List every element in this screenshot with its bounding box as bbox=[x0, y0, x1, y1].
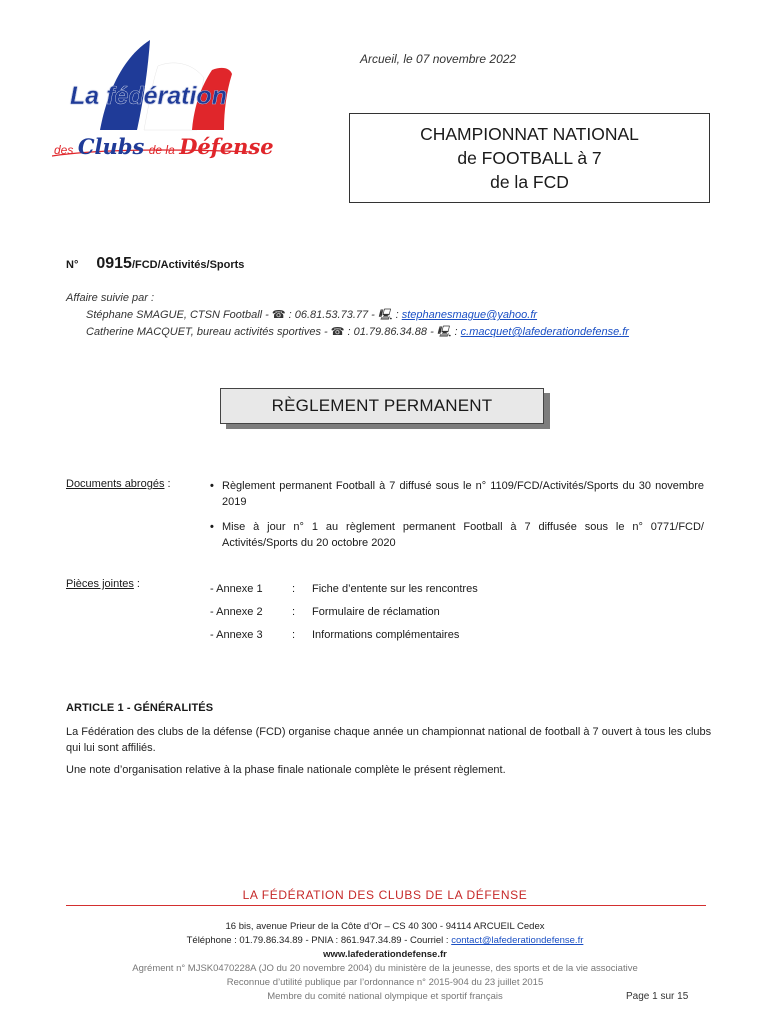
title-line-3: de la FCD bbox=[490, 172, 569, 192]
logo-de-la: de la bbox=[148, 143, 175, 157]
contact1-email-link[interactable]: stephanesmague@yahoo.fr bbox=[401, 309, 538, 321]
documents-abroges-list bbox=[210, 478, 704, 560]
list-item bbox=[210, 600, 478, 623]
title-box bbox=[349, 113, 710, 203]
annexe-description: Informations complémentaires bbox=[312, 628, 460, 641]
annexe-separator: : bbox=[292, 582, 296, 595]
article-1-body bbox=[66, 724, 714, 784]
federation-logo bbox=[52, 38, 274, 168]
pieces-jointes-text: Pièces jointes bbox=[66, 578, 134, 590]
logo-line1: La fédération bbox=[70, 82, 227, 110]
list-item bbox=[210, 478, 704, 510]
footer-email-link[interactable]: contact@lafederationdefense.fr bbox=[451, 935, 584, 946]
footer-membre: Membre du comité national olympique et sportif français bbox=[267, 991, 503, 1002]
contact-smague bbox=[66, 307, 629, 324]
page-number: Page 1 sur 15 bbox=[626, 991, 689, 1002]
document-date: Arcueil, le 07 novembre 2022 bbox=[360, 52, 517, 66]
annexe-separator: : bbox=[292, 628, 296, 641]
footer-phone: Téléphone : 01.79.86.34.89 - PNIA : 861.947.34.89 - Courriel : bbox=[186, 935, 452, 946]
reference-prefix: N° bbox=[66, 259, 79, 271]
document-reference bbox=[66, 255, 244, 273]
footer-contact bbox=[0, 934, 770, 948]
contact1-text: Stéphane SMAGUE, CTSN Football - ☎ : 06.81.53.73.77 - 🖳 : bbox=[86, 309, 402, 321]
reference-number: 0915 bbox=[96, 255, 132, 272]
annexe-description: Fiche d’entente sur les rencontres bbox=[312, 582, 478, 595]
annexe-separator: : bbox=[292, 605, 296, 618]
bullet-icon: • bbox=[210, 480, 214, 492]
abrogated-doc-2: Mise à jour n° 1 au règlement permanent Football à 7 diffusée sous le n° 0771/FCD/ Activités/Sports du 20 octobre 2020 bbox=[222, 521, 704, 549]
followed-by-label: Affaire suivie par : bbox=[66, 292, 155, 304]
annexe-label: - Annexe 2 bbox=[210, 605, 263, 618]
article-1-title: ARTICLE 1 - GÉNÉRALITÉS bbox=[66, 702, 214, 714]
footer-divider bbox=[66, 905, 706, 906]
list-item bbox=[210, 519, 704, 551]
logo-defense: Défense bbox=[179, 134, 274, 159]
documents-abroges-label bbox=[66, 478, 171, 490]
contact-macquet bbox=[66, 324, 629, 341]
pieces-jointes-list bbox=[210, 577, 478, 646]
footer-address: 16 bis, avenue Prieur de la Côte d’Or – CS 40 300 - 94114 ARCUEIL Cedex bbox=[225, 921, 545, 932]
abrogated-doc-1: Règlement permanent Football à 7 diffusé sous le n° 1109/FCD/Activités/Sports du 30 novembre 2019 bbox=[222, 480, 704, 508]
annexe-label: - Annexe 1 bbox=[210, 582, 263, 595]
pieces-jointes-label bbox=[66, 578, 140, 590]
footer-title: LA FÉDÉRATION DES CLUBS DE LA DÉFENSE bbox=[242, 888, 528, 902]
article-1-paragraph-2: Une note d’organisation relative à la phase finale nationale complète le présent règlement. bbox=[66, 764, 506, 776]
annexe-description: Formulaire de réclamation bbox=[312, 605, 440, 618]
documents-abroges-colon: : bbox=[164, 478, 171, 490]
heading-box: RÈGLEMENT PERMANENT bbox=[220, 388, 544, 424]
footer-utilite: Reconnue d’utilité publique par l’ordonnance n° 2015-904 du 23 juillet 2015 bbox=[226, 977, 544, 988]
logo-clubs: Clubs bbox=[77, 134, 145, 159]
list-item bbox=[210, 577, 478, 600]
list-item bbox=[210, 623, 478, 646]
bullet-icon: • bbox=[210, 521, 214, 533]
reference-suffix: /FCD/Activités/Sports bbox=[131, 259, 245, 271]
footer-agrement: Agrément n° MJSK0470228A (JO du 20 novembre 2004) du ministère de la jeunesse, des sports et de la vie associative bbox=[132, 963, 638, 974]
followed-by-block bbox=[66, 290, 629, 341]
annexe-label: - Annexe 3 bbox=[210, 628, 263, 641]
contact2-email-link[interactable]: c.macquet@lafederationdefense.fr bbox=[460, 326, 629, 338]
title-line-1: CHAMPIONNAT NATIONAL bbox=[420, 124, 639, 144]
pieces-jointes-colon: : bbox=[133, 578, 140, 590]
article-1-paragraph-1: La Fédération des clubs de la défense (FCD) organise chaque année un championnat national de football à 7 ouvert à tous les clubs qui lui sont affiliés. bbox=[66, 726, 712, 754]
contact2-text: Catherine MACQUET, bureau activités sportives - ☎ : 01.79.86.34.88 - 🖳 : bbox=[86, 326, 461, 338]
documents-abroges-text: Documents abrogés bbox=[66, 478, 165, 490]
title-line-2: de FOOTBALL à 7 bbox=[457, 148, 602, 168]
footer-website[interactable]: www.lafederationdefense.fr bbox=[323, 949, 447, 960]
logo-des: des bbox=[54, 143, 74, 157]
